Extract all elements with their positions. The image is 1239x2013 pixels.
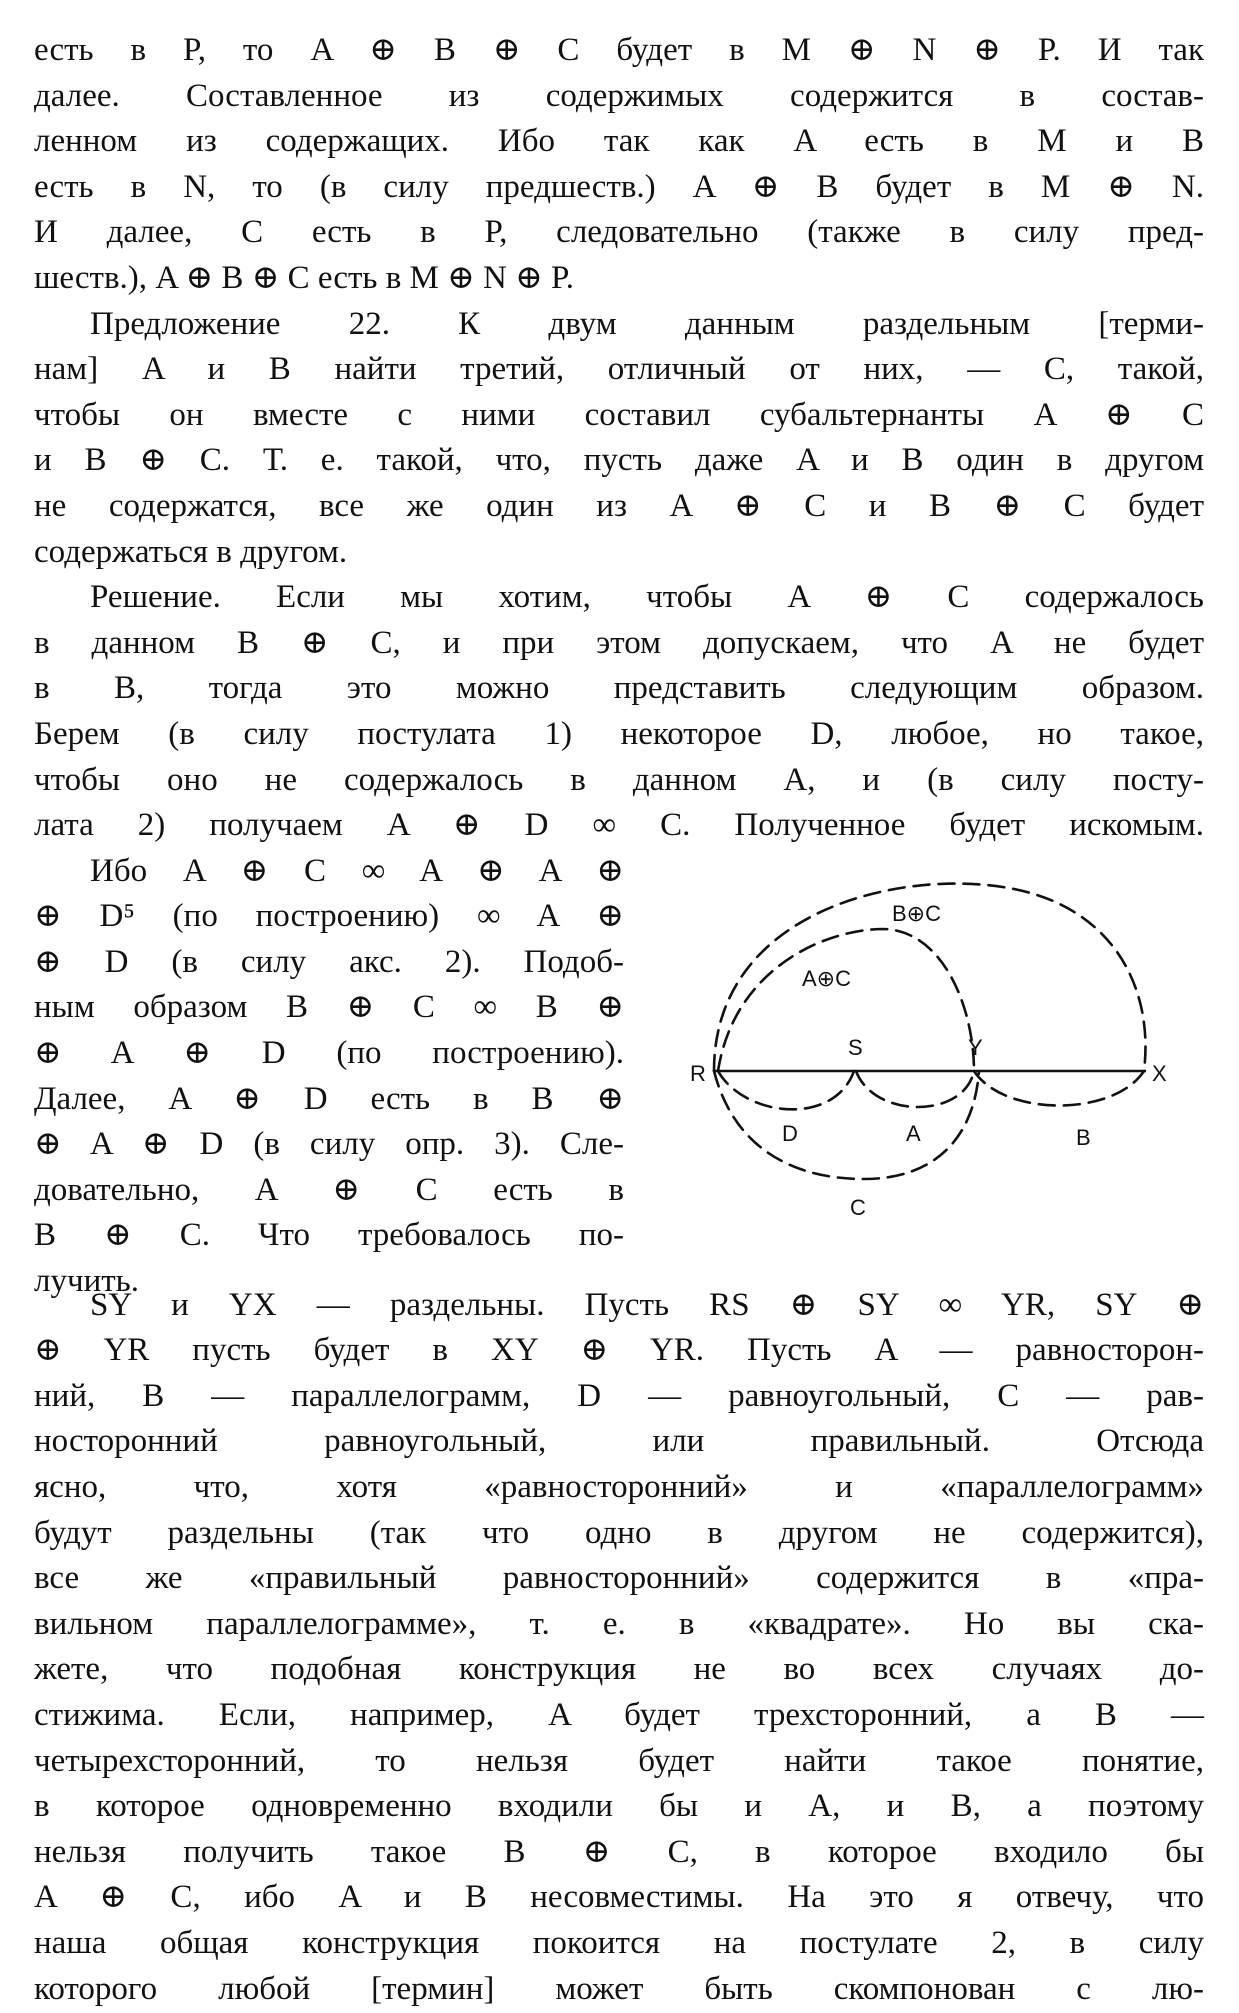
text-line: B ⊕ C. Что требовалось по-: [34, 1217, 624, 1254]
label-s: S: [848, 1034, 863, 1060]
arc-b: [974, 1071, 1144, 1106]
text-line: не содержатся, все же один из A ⊕ C и B ⊕ C будет: [34, 487, 1204, 524]
text-line: довательно, A ⊕ C есть в: [34, 1171, 624, 1208]
text-line: ленном из содержащих. Ибо так как A есть в M и B: [34, 123, 1204, 160]
text-line: есть в P, то A ⊕ B ⊕ C будет в M ⊕ N ⊕ P. И так: [34, 32, 1204, 68]
text-line: и B ⊕ C. Т. е. такой, что, пусть даже A и B один в другом: [34, 442, 1204, 479]
text-line: Берем (в силу постулата 1) некоторое D, любое, но такое,: [34, 715, 1204, 752]
arc-a: [856, 1071, 974, 1107]
text-line: Далее, A ⊕ D есть в B ⊕: [34, 1080, 624, 1117]
text-line: четырехсторонний, то нельзя будет найти такое понятие,: [34, 1742, 1204, 1779]
label-y: Y: [968, 1034, 983, 1060]
text-line: ний, B — параллелограмм, D — равноугольный, C — рав-: [34, 1377, 1204, 1414]
text-block-side: [34, 849, 624, 1305]
set-diagram: [674, 849, 1204, 1283]
text-line: ⊕ D⁵ (по построению) ∞ A ⊕: [34, 898, 624, 935]
label-b: B: [1076, 1124, 1091, 1150]
label-d: D: [782, 1120, 798, 1146]
label-r: R: [690, 1060, 706, 1086]
label-c: C: [850, 1194, 866, 1220]
figure-row: [34, 849, 1204, 1300]
text-line: в которое одновременно входили бы и A, и B, а поэтому: [34, 1788, 1204, 1825]
text-line: ⊕ A ⊕ D (по построению).: [34, 1035, 624, 1072]
text-line: лучить.: [34, 1263, 139, 1300]
text-line: все же «правильный равносторонний» содержится в «пра-: [34, 1560, 1204, 1597]
label-x: X: [1152, 1060, 1167, 1086]
text-line: жете, что подобная конструкция не во всех случаях до-: [34, 1651, 1204, 1688]
text-line: носторонний равноугольный, или правильный. Отсюда: [34, 1423, 1204, 1460]
arc-c: [714, 1071, 979, 1179]
text-line: в B, тогда это можно представить следующим образом.: [34, 670, 1204, 707]
text-line: Предложение 22. К двум данным раздельным [терми-: [90, 305, 1204, 342]
label-b-plus-c: B⊕C: [892, 900, 941, 926]
text-line: Ибо A ⊕ C ∞ A ⊕ A ⊕: [90, 852, 624, 889]
text-line: лата 2) получаем A ⊕ D ∞ C. Полученное будет искомым.: [34, 807, 1204, 844]
arc-a-plus-c: [718, 929, 974, 1071]
text-line: SY и YX — раздельны. Пусть RS ⊕ SY ∞ YR, SY ⊕: [90, 1286, 1204, 1323]
page: [34, 28, 1204, 2012]
text-line: в данном B ⊕ C, и при этом допускаем, что A не будет: [34, 624, 1204, 661]
text-line: чтобы оно не содержалось в данном A, и (в силу посту-: [34, 761, 1204, 798]
text-line: которого любой [термин] может быть скомпонован с лю-: [34, 1970, 1204, 2007]
text-line: наша общая конструкция покоится на постулате 2, в силу: [34, 1925, 1204, 1961]
text-line: И далее, C есть в P, следовательно (также в силу пред-: [34, 214, 1204, 251]
label-a-plus-c: A⊕C: [802, 965, 851, 991]
text-line: вильном параллелограмме», т. е. в «квадрате». Но вы ска-: [34, 1605, 1204, 1642]
text-line: стижима. Если, например, A будет трехсторонний, а B —: [34, 1697, 1204, 1734]
text-line: содержаться в другом.: [34, 533, 348, 570]
set-diagram-svg: [674, 849, 1204, 1283]
text-line: далее. Составленное из содержимых содержится в состав-: [34, 77, 1204, 114]
text-line: ясно, что, хотя «равносторонний» и «параллелограмм»: [34, 1469, 1204, 1506]
text-line: ным образом B ⊕ C ∞ B ⊕: [34, 989, 624, 1026]
text-line: будут раздельны (так что одно в другом не содержится),: [34, 1514, 1204, 1551]
text-block-top: [34, 28, 1204, 849]
text-block-bottom: [34, 1283, 1204, 2013]
text-line: ⊕ A ⊕ D (в силу опр. 3). Сле-: [34, 1126, 624, 1163]
text-line: A ⊕ C, ибо A и B несовместимы. На это я отвечу, что: [34, 1879, 1204, 1916]
arc-d: [718, 1071, 854, 1109]
text-line: нам] A и B найти третий, отличный от них, — C, такой,: [34, 351, 1204, 388]
text-line: есть в N, то (в силу предшеств.) A ⊕ B будет в M ⊕ N.: [34, 168, 1204, 205]
text-line: ⊕ D (в силу акс. 2). Подоб-: [34, 943, 624, 980]
text-line: нельзя получить такое B ⊕ C, в которое входило бы: [34, 1833, 1204, 1870]
text-line: Решение. Если мы хотим, чтобы A ⊕ C содержалось: [90, 579, 1204, 616]
text-line: ⊕ YR пусть будет в XY ⊕ YR. Пусть A — равносторон-: [34, 1332, 1204, 1369]
text-line: шеств.), A ⊕ B ⊕ C есть в M ⊕ N ⊕ P.: [34, 259, 574, 296]
label-a: A: [906, 1120, 921, 1146]
text-line: чтобы он вместе с ними составил субальтернанты A ⊕ C: [34, 396, 1204, 433]
